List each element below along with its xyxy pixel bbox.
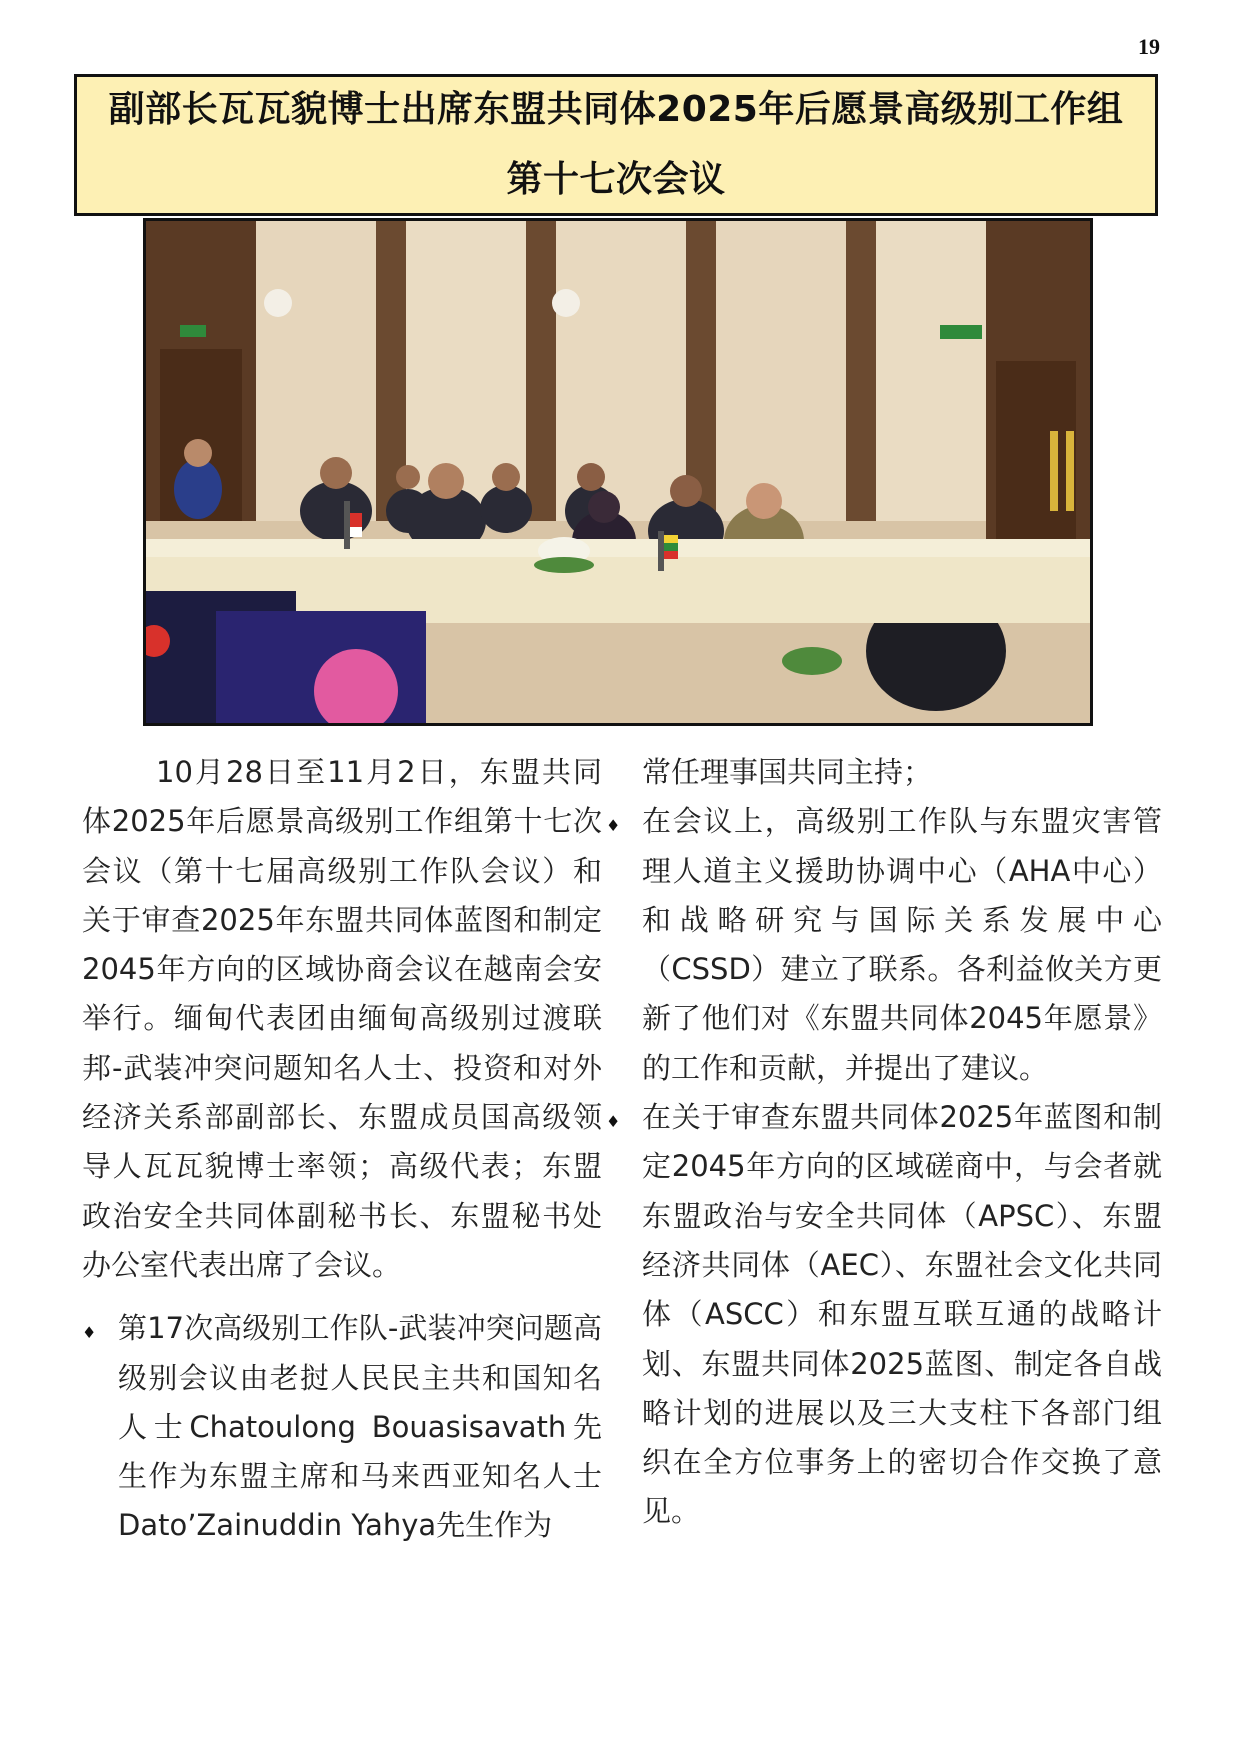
bullet-1-continuation: 常任理事国共同主持； <box>642 755 933 789</box>
bullet-3-text: 在关于审查东盟共同体2025年蓝图和制定2045年方向的区域磋商中，与会者就东盟政治与安全共同体（APSC）、东盟经济共同体（AEC）、东盟社会文化共同体（ASCC）和东盟互联互通的战略计划、东盟共同体2025蓝图、制定各自战略计划的进展以及三大支柱下各部门组织在全方位事务上的密切合作交换了意见。 <box>642 1100 1162 1529</box>
diamond-bullet-icon: ♦ <box>606 816 621 836</box>
diamond-bullet-icon: ♦ <box>82 1323 97 1343</box>
page-number: 19 <box>1138 34 1160 59</box>
bullet-item-3 <box>606 1093 1162 1537</box>
title-box <box>74 74 1158 216</box>
bullet-item-2 <box>606 797 1162 1093</box>
left-column <box>82 748 602 1551</box>
article-title: 副部长瓦瓦貌博士出席东盟共同体2025年后愿景高级别工作组第十七次会议 <box>108 89 1124 200</box>
intro-paragraph: 10月28日至11月2日，东盟共同体2025年后愿景高级别工作组第十七次会议（第十七届高级别工作队会议）和关于审查2025年东盟共同体蓝图和制定2045年方向的区域协商会议在越南会安举行。缅甸代表团由缅甸高级别过渡联邦-武装冲突问题知名人士、投资和对外经济关系部副部长、东盟成员国高级领导人瓦瓦貌博士率领；高级代表；东盟政治安全共同体副秘书长、东盟秘书处办公室代表出席了会议。 <box>82 755 602 1282</box>
right-column <box>606 748 1162 1537</box>
meeting-photo-illustration <box>146 221 1090 723</box>
meeting-photo <box>143 218 1093 726</box>
diamond-bullet-icon: ♦ <box>606 1112 621 1132</box>
bullet-item-1 <box>82 1304 602 1550</box>
bullet-1-text: 第17次高级别工作队-武装冲突问题高级别会议由老挝人民民主共和国知名人士Chatoulong Bouasisavath先生作为东盟主席和马来西亚知名人士Dato’Zainuddin Yahya先生作为 <box>118 1311 602 1543</box>
bullet-2-text: 在会议上，高级别工作队与东盟灾害管理人道主义援助协调中心（AHA中心）和战略研究与国际关系发展中心（CSSD）建立了联系。各利益攸关方更新了他们对《东盟共同体2045年愿景》的工作和贡献，并提出了建议。 <box>642 804 1162 1085</box>
